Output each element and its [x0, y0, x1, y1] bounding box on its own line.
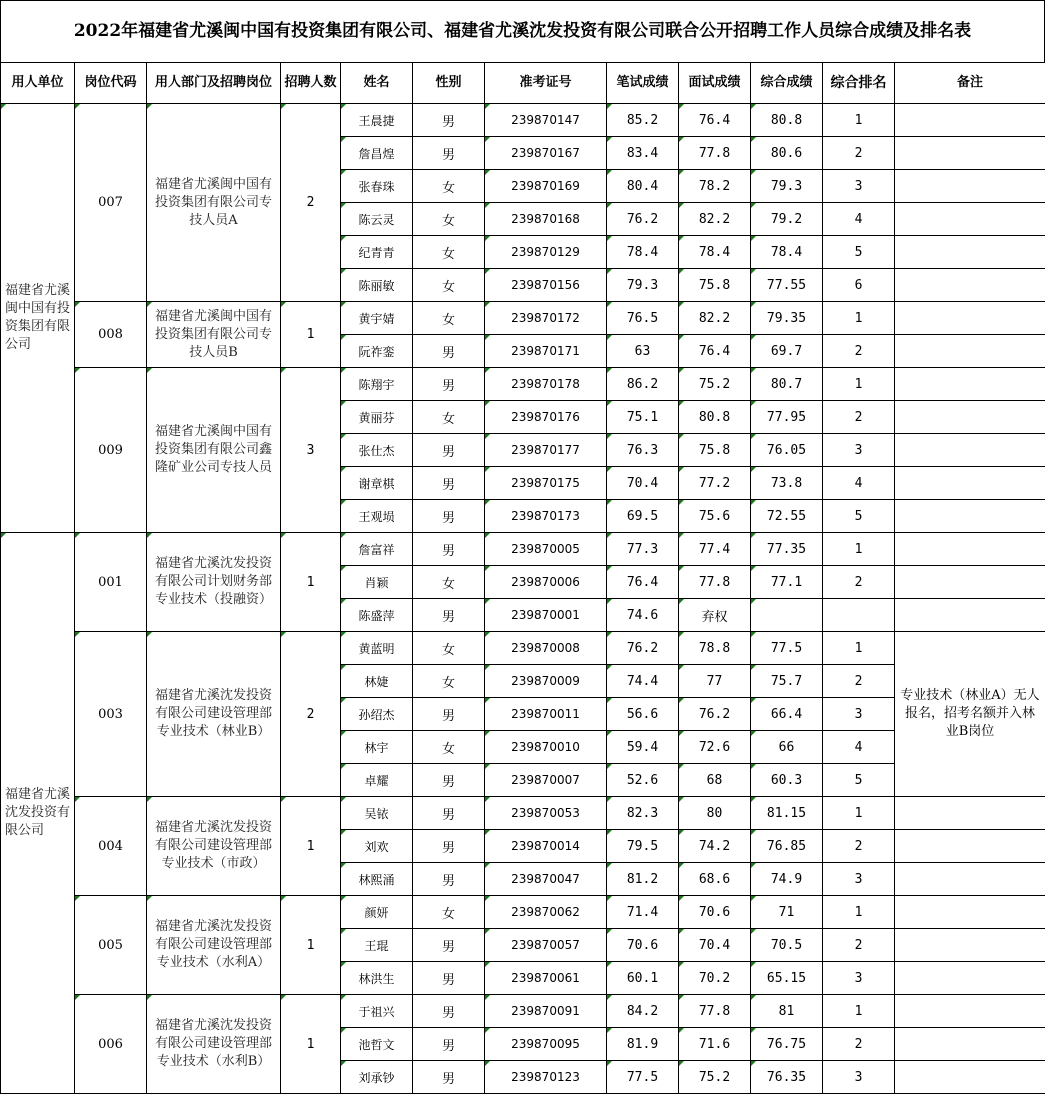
ticket-number: 239870007 [485, 764, 607, 797]
ticket-number: 239870156 [485, 269, 607, 302]
position-code: 009 [75, 368, 147, 533]
written-score: 59.4 [607, 731, 679, 764]
candidate-gender: 男 [413, 104, 485, 137]
table-row [1, 632, 1045, 665]
rank: 6 [823, 269, 895, 302]
ticket-number: 239870061 [485, 962, 607, 995]
candidate-name: 黄宇婧 [341, 302, 413, 335]
rank: 3 [823, 434, 895, 467]
rank: 1 [823, 896, 895, 929]
note-cell [895, 203, 1045, 236]
department-position: 福建省尤溪闽中国有投资集团有限公司专技人员B [147, 302, 281, 368]
ticket-number: 239870011 [485, 698, 607, 731]
interview-score: 77.2 [679, 467, 751, 500]
ticket-number: 239870001 [485, 599, 607, 632]
total-score: 80.6 [751, 137, 823, 170]
ticket-number: 239870005 [485, 533, 607, 566]
note-cell [895, 302, 1045, 335]
hire-count: 1 [281, 533, 341, 632]
written-score: 76.3 [607, 434, 679, 467]
unit-cell: 福建省尤溪闽中国有投资集团有限公司 [1, 104, 75, 533]
interview-score: 77.4 [679, 533, 751, 566]
written-score: 52.6 [607, 764, 679, 797]
candidate-gender: 男 [413, 698, 485, 731]
hire-count: 1 [281, 995, 341, 1094]
rank: 2 [823, 566, 895, 599]
interview-score: 78.4 [679, 236, 751, 269]
total-score: 80.8 [751, 104, 823, 137]
department-position: 福建省尤溪闽中国有投资集团有限公司鑫隆矿业公司专技人员 [147, 368, 281, 533]
candidate-name: 阮祚銮 [341, 335, 413, 368]
candidate-name: 池哲文 [341, 1028, 413, 1061]
candidate-gender: 女 [413, 731, 485, 764]
written-score: 76.2 [607, 203, 679, 236]
written-score: 82.3 [607, 797, 679, 830]
note-cell [895, 104, 1045, 137]
rank: 4 [823, 467, 895, 500]
candidate-gender: 男 [413, 500, 485, 533]
rank: 1 [823, 995, 895, 1028]
department-position: 福建省尤溪沈发投资有限公司建设管理部专业技术（林业B） [147, 632, 281, 797]
ticket-number: 239870091 [485, 995, 607, 1028]
ticket-number: 239870008 [485, 632, 607, 665]
candidate-gender: 男 [413, 764, 485, 797]
position-code: 004 [75, 797, 147, 896]
candidate-name: 刘欢 [341, 830, 413, 863]
total-score: 80.7 [751, 368, 823, 401]
note-cell [895, 1028, 1045, 1061]
total-score: 70.5 [751, 929, 823, 962]
interview-score: 70.6 [679, 896, 751, 929]
interview-score: 77 [679, 665, 751, 698]
total-score: 79.2 [751, 203, 823, 236]
total-score: 76.35 [751, 1061, 823, 1094]
candidate-gender: 男 [413, 1061, 485, 1094]
written-score: 85.2 [607, 104, 679, 137]
written-score: 56.6 [607, 698, 679, 731]
written-score: 79.5 [607, 830, 679, 863]
rank: 1 [823, 533, 895, 566]
ticket-number: 239870175 [485, 467, 607, 500]
ticket-number: 239870062 [485, 896, 607, 929]
total-score: 66 [751, 731, 823, 764]
candidate-name: 刘承钞 [341, 1061, 413, 1094]
written-score: 78.4 [607, 236, 679, 269]
interview-score: 80 [679, 797, 751, 830]
position-code: 006 [75, 995, 147, 1094]
candidate-gender: 男 [413, 368, 485, 401]
rank: 1 [823, 797, 895, 830]
candidate-name: 黄丽芬 [341, 401, 413, 434]
ticket-number: 239870172 [485, 302, 607, 335]
ticket-number: 239870006 [485, 566, 607, 599]
total-score: 77.35 [751, 533, 823, 566]
note-cell [895, 170, 1045, 203]
note-cell [895, 896, 1045, 929]
interview-score: 78.2 [679, 170, 751, 203]
rank: 2 [823, 137, 895, 170]
rank: 2 [823, 665, 895, 698]
table-row [1, 104, 1045, 137]
rank: 2 [823, 929, 895, 962]
total-score: 77.55 [751, 269, 823, 302]
candidate-gender: 男 [413, 929, 485, 962]
total-score: 77.95 [751, 401, 823, 434]
header-note: 备注 [895, 63, 1045, 104]
header-row [1, 63, 1045, 104]
interview-score: 76.4 [679, 335, 751, 368]
candidate-name: 陈盛萍 [341, 599, 413, 632]
total-score: 76.05 [751, 434, 823, 467]
ticket-number: 239870167 [485, 137, 607, 170]
note-cell [895, 830, 1045, 863]
department-position: 福建省尤溪沈发投资有限公司计划财务部专业技术（投融资） [147, 533, 281, 632]
ticket-number: 239870014 [485, 830, 607, 863]
header-rank: 综合排名 [823, 63, 895, 104]
interview-score: 78.8 [679, 632, 751, 665]
written-score: 81.2 [607, 863, 679, 896]
candidate-gender: 男 [413, 467, 485, 500]
ticket-number: 239870173 [485, 500, 607, 533]
position-code: 001 [75, 533, 147, 632]
hire-count: 1 [281, 896, 341, 995]
candidate-gender: 男 [413, 995, 485, 1028]
written-score: 74.6 [607, 599, 679, 632]
ticket-number: 239870169 [485, 170, 607, 203]
header-unit: 用人单位 [1, 63, 75, 104]
interview-score: 82.2 [679, 302, 751, 335]
total-score: 81 [751, 995, 823, 1028]
ticket-number: 239870057 [485, 929, 607, 962]
department-position: 福建省尤溪沈发投资有限公司建设管理部专业技术（水利A） [147, 896, 281, 995]
candidate-name: 林婕 [341, 665, 413, 698]
candidate-name: 陈云灵 [341, 203, 413, 236]
total-score: 71 [751, 896, 823, 929]
rank: 5 [823, 764, 895, 797]
ticket-number: 239870047 [485, 863, 607, 896]
candidate-name: 张仕杰 [341, 434, 413, 467]
rank: 1 [823, 104, 895, 137]
candidate-gender: 男 [413, 830, 485, 863]
interview-score: 77.8 [679, 995, 751, 1028]
total-score: 69.7 [751, 335, 823, 368]
interview-score: 77.8 [679, 137, 751, 170]
interview-score: 75.2 [679, 368, 751, 401]
written-score: 86.2 [607, 368, 679, 401]
interview-score: 77.8 [679, 566, 751, 599]
candidate-gender: 女 [413, 170, 485, 203]
note-cell [895, 962, 1045, 995]
candidate-gender: 男 [413, 335, 485, 368]
total-score: 65.15 [751, 962, 823, 995]
candidate-gender: 男 [413, 863, 485, 896]
note-cell [895, 467, 1045, 500]
rank: 3 [823, 1061, 895, 1094]
hire-count: 1 [281, 797, 341, 896]
total-score: 79.3 [751, 170, 823, 203]
header-dept: 用人部门及招聘岗位 [147, 63, 281, 104]
total-score: 77.5 [751, 632, 823, 665]
rank: 2 [823, 830, 895, 863]
note-cell [895, 566, 1045, 599]
rank: 4 [823, 203, 895, 236]
total-score: 74.9 [751, 863, 823, 896]
total-score: 76.85 [751, 830, 823, 863]
candidate-gender: 男 [413, 1028, 485, 1061]
ticket-number: 239870123 [485, 1061, 607, 1094]
ticket-number: 239870176 [485, 401, 607, 434]
candidate-name: 王晨捷 [341, 104, 413, 137]
interview-score: 75.2 [679, 1061, 751, 1094]
header-name: 姓名 [341, 63, 413, 104]
rank: 3 [823, 863, 895, 896]
total-score: 75.7 [751, 665, 823, 698]
note-cell [895, 533, 1045, 566]
candidate-gender: 女 [413, 665, 485, 698]
candidate-gender: 男 [413, 797, 485, 830]
rank: 3 [823, 698, 895, 731]
candidate-gender: 男 [413, 962, 485, 995]
written-score: 80.4 [607, 170, 679, 203]
written-score: 60.1 [607, 962, 679, 995]
department-position: 福建省尤溪沈发投资有限公司建设管理部专业技术（水利B） [147, 995, 281, 1094]
note-cell [895, 1061, 1045, 1094]
ticket-number: 239870053 [485, 797, 607, 830]
position-code: 007 [75, 104, 147, 302]
header-code: 岗位代码 [75, 63, 147, 104]
written-score: 84.2 [607, 995, 679, 1028]
candidate-name: 颜妍 [341, 896, 413, 929]
interview-score: 68 [679, 764, 751, 797]
header-interview: 面试成绩 [679, 63, 751, 104]
interview-score: 70.2 [679, 962, 751, 995]
written-score: 76.4 [607, 566, 679, 599]
interview-score: 72.6 [679, 731, 751, 764]
note-cell [895, 236, 1045, 269]
total-score: 78.4 [751, 236, 823, 269]
candidate-name: 于祖兴 [341, 995, 413, 1028]
written-score: 83.4 [607, 137, 679, 170]
table-row [1, 533, 1045, 566]
total-score: 79.35 [751, 302, 823, 335]
department-position: 福建省尤溪沈发投资有限公司建设管理部专业技术（市政） [147, 797, 281, 896]
candidate-gender: 女 [413, 632, 485, 665]
interview-score: 68.6 [679, 863, 751, 896]
written-score: 76.5 [607, 302, 679, 335]
note-cell [895, 599, 1045, 632]
candidate-gender: 女 [413, 203, 485, 236]
hire-count: 2 [281, 104, 341, 302]
header-ticket: 准考证号 [485, 63, 607, 104]
note-cell [895, 434, 1045, 467]
candidate-name: 卓耀 [341, 764, 413, 797]
hire-count: 3 [281, 368, 341, 533]
candidate-name: 吴铱 [341, 797, 413, 830]
ticket-number: 239870010 [485, 731, 607, 764]
ticket-number: 239870095 [485, 1028, 607, 1061]
hire-count: 1 [281, 302, 341, 368]
candidate-name: 詹昌煌 [341, 137, 413, 170]
candidate-gender: 女 [413, 401, 485, 434]
total-score: 73.8 [751, 467, 823, 500]
total-score: 77.1 [751, 566, 823, 599]
candidate-name: 张春珠 [341, 170, 413, 203]
written-score: 74.4 [607, 665, 679, 698]
ticket-number: 239870171 [485, 335, 607, 368]
candidate-name: 詹富祥 [341, 533, 413, 566]
candidate-name: 谢章棋 [341, 467, 413, 500]
candidate-name: 林熙涌 [341, 863, 413, 896]
interview-score: 75.8 [679, 269, 751, 302]
rank: 3 [823, 962, 895, 995]
candidate-gender: 男 [413, 434, 485, 467]
rank: 2 [823, 335, 895, 368]
position-code: 008 [75, 302, 147, 368]
written-score: 69.5 [607, 500, 679, 533]
interview-score: 76.4 [679, 104, 751, 137]
rank: 3 [823, 170, 895, 203]
candidate-name: 纪青青 [341, 236, 413, 269]
note-cell [895, 863, 1045, 896]
candidate-name: 陈丽敏 [341, 269, 413, 302]
written-score: 76.2 [607, 632, 679, 665]
department-position: 福建省尤溪闽中国有投资集团有限公司专技人员A [147, 104, 281, 302]
total-score: 76.75 [751, 1028, 823, 1061]
candidate-name: 孙绍杰 [341, 698, 413, 731]
candidate-gender: 女 [413, 302, 485, 335]
candidate-gender: 女 [413, 236, 485, 269]
table-row [1, 368, 1045, 401]
position-code: 003 [75, 632, 147, 797]
rank: 4 [823, 731, 895, 764]
ticket-number: 239870129 [485, 236, 607, 269]
candidate-name: 王观埙 [341, 500, 413, 533]
note-cell [895, 335, 1045, 368]
note-cell [895, 995, 1045, 1028]
interview-score: 71.6 [679, 1028, 751, 1061]
candidate-gender: 女 [413, 896, 485, 929]
written-score: 75.1 [607, 401, 679, 434]
written-score: 77.5 [607, 1061, 679, 1094]
page-title: 2022年福建省尤溪闽中国有投资集团有限公司、福建省尤溪沈发投资有限公司联合公开招聘工作人员综合成绩及排名表 [0, 0, 1045, 62]
written-score: 70.4 [607, 467, 679, 500]
written-score: 77.3 [607, 533, 679, 566]
total-score [751, 599, 823, 632]
rank: 5 [823, 236, 895, 269]
written-score: 71.4 [607, 896, 679, 929]
candidate-name: 黄蓝明 [341, 632, 413, 665]
header-written: 笔试成绩 [607, 63, 679, 104]
header-count: 招聘人数 [281, 63, 341, 104]
written-score: 70.6 [607, 929, 679, 962]
note-cell: 专业技术（林业A）无人报名，招考名额并入林业B岗位 [895, 632, 1045, 797]
table-row [1, 797, 1045, 830]
header-total: 综合成绩 [751, 63, 823, 104]
table-row [1, 995, 1045, 1028]
candidate-gender: 女 [413, 269, 485, 302]
candidate-gender: 男 [413, 137, 485, 170]
ticket-number: 239870178 [485, 368, 607, 401]
interview-score: 75.6 [679, 500, 751, 533]
note-cell [895, 269, 1045, 302]
unit-cell: 福建省尤溪沈发投资有限公司 [1, 533, 75, 1094]
table-row [1, 896, 1045, 929]
ticket-number: 239870009 [485, 665, 607, 698]
written-score: 79.3 [607, 269, 679, 302]
note-cell [895, 797, 1045, 830]
total-score: 72.55 [751, 500, 823, 533]
written-score: 81.9 [607, 1028, 679, 1061]
hire-count: 2 [281, 632, 341, 797]
interview-score: 74.2 [679, 830, 751, 863]
rank: 5 [823, 500, 895, 533]
rank: 1 [823, 632, 895, 665]
candidate-gender: 男 [413, 533, 485, 566]
candidate-gender: 女 [413, 566, 485, 599]
candidate-name: 林洪生 [341, 962, 413, 995]
interview-score: 弃权 [679, 599, 751, 632]
ticket-number: 239870168 [485, 203, 607, 236]
interview-score: 80.8 [679, 401, 751, 434]
candidate-name: 陈翔宇 [341, 368, 413, 401]
rank: 2 [823, 401, 895, 434]
interview-score: 82.2 [679, 203, 751, 236]
candidate-name: 林宇 [341, 731, 413, 764]
position-code: 005 [75, 896, 147, 995]
interview-score: 76.2 [679, 698, 751, 731]
ticket-number: 239870147 [485, 104, 607, 137]
note-cell [895, 137, 1045, 170]
candidate-name: 肖颖 [341, 566, 413, 599]
table-row [1, 302, 1045, 335]
candidate-gender: 男 [413, 599, 485, 632]
note-cell [895, 500, 1045, 533]
total-score: 60.3 [751, 764, 823, 797]
candidate-name: 王琨 [341, 929, 413, 962]
note-cell [895, 401, 1045, 434]
total-score: 81.15 [751, 797, 823, 830]
rank: 2 [823, 1028, 895, 1061]
interview-score: 75.8 [679, 434, 751, 467]
ticket-number: 239870177 [485, 434, 607, 467]
rank: 1 [823, 302, 895, 335]
rank: 1 [823, 368, 895, 401]
total-score: 66.4 [751, 698, 823, 731]
written-score: 63 [607, 335, 679, 368]
note-cell [895, 929, 1045, 962]
interview-score: 70.4 [679, 929, 751, 962]
note-cell [895, 368, 1045, 401]
results-table [0, 62, 1045, 1094]
header-gender: 性别 [413, 63, 485, 104]
rank [823, 599, 895, 632]
